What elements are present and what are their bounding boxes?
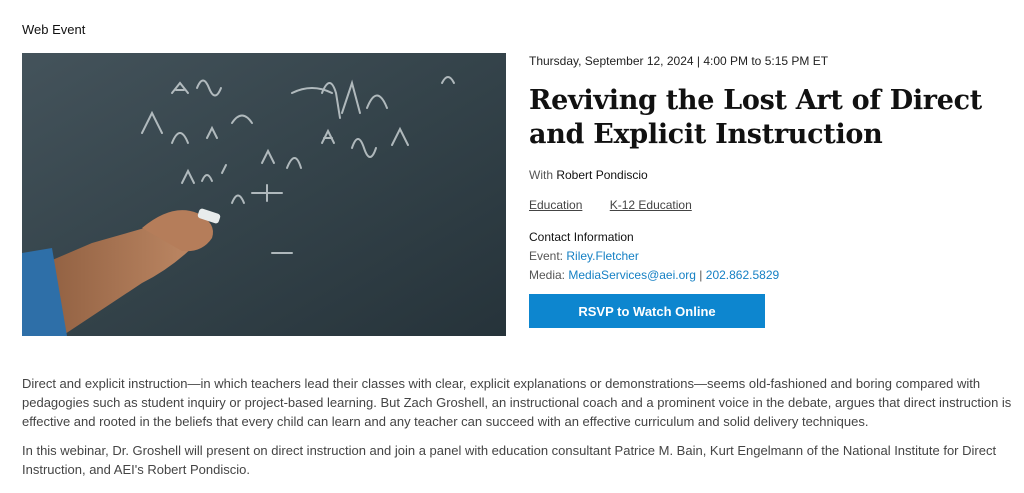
media-contact-line [529,266,1009,285]
media-phone-link[interactable]: 202.862.5829 [705,268,780,282]
speaker-name: Robert Pondiscio [556,168,648,182]
with-prefix: With [529,168,553,182]
tag-education[interactable]: Education [529,198,583,212]
rsvp-button[interactable]: RSVP to Watch Online [529,294,765,328]
event-contact-line [529,247,1009,266]
tag-k12-education[interactable]: K-12 Education [609,198,692,212]
event-details [529,54,1009,328]
media-contact-label: Media: [529,268,566,282]
contact-information [529,228,1009,285]
event-contact-label: Event: [529,249,564,263]
media-email-link[interactable]: MediaServices@aei.org [568,268,696,282]
description-paragraph: Direct and explicit instruction—in which teachers lead their classes with clear, explicit explanations or demonstrations—seems old-fashioned and boring compared with pedagogies such as student inquiry or project-based learning. But Zach Groshell, an instructional coach and a prominent voice in the debate, argues that direct instruction is effective and rooted in the beliefs that every child can learn and any teacher can succeed with an effective curriculum and solid delivery techniques. [22,376,1012,429]
contact-heading: Contact Information [529,230,634,244]
event-contact-link[interactable]: Riley.Fletcher [566,249,639,263]
event-description [22,374,1012,489]
speaker-line [529,168,1009,182]
event-hero-image [22,53,506,336]
description-paragraph: In this webinar, Dr. Groshell will present on direct instruction and join a panel with education consultant Patrice M. Bain, Kurt Engelmann of the National Institute for Direct Instruction, and AEI's Robert Pondiscio. [22,443,997,477]
event-date: Thursday, September 12, 2024 | 4:00 PM to 5:15 PM ET [529,54,829,68]
event-title: Reviving the Lost Art of Direct and Explicit Instruction [529,85,982,150]
contact-separator: | [699,268,703,282]
event-type-label: Web Event [22,22,86,37]
topic-tags [529,198,1009,212]
